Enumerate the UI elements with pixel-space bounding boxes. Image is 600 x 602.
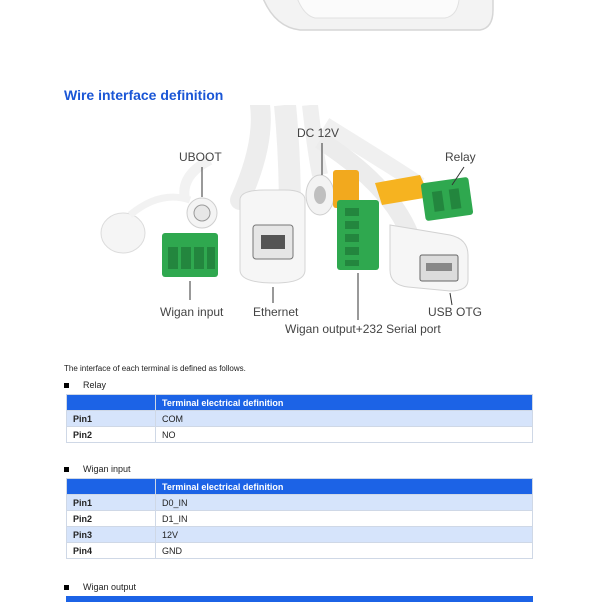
- table-row: Pin2 NO: [67, 427, 533, 443]
- bullet-square-icon: [64, 467, 69, 472]
- relay-terminal: [421, 177, 474, 221]
- intro-text: The interface of each terminal is defined as follows.: [64, 364, 246, 373]
- wigan-input-table: [66, 478, 533, 559]
- table-row: Pin4 GND: [67, 543, 533, 559]
- wigan-output-section-title: Wigan output: [64, 582, 136, 592]
- wigan-input-section-title: Wigan input: [64, 464, 131, 474]
- table-row: Pin3 12V: [67, 527, 533, 543]
- callout-ethernet: Ethernet: [253, 305, 299, 319]
- table-header: Terminal electrical definition: [156, 479, 533, 495]
- callout-dc12v: DC 12V: [297, 126, 340, 140]
- table-row: Pin1 COM: [67, 411, 533, 427]
- table-header: Terminal electrical definition: [156, 395, 533, 411]
- callout-wigan-output-serial: Wigan output+232 Serial port: [285, 322, 441, 336]
- callout-wigan-input: Wigan input: [160, 305, 224, 319]
- relay-table: [66, 394, 533, 443]
- callout-usb-otg: USB OTG: [428, 305, 483, 319]
- table-row: Pin2 D1_IN: [67, 511, 533, 527]
- table-header-empty: [67, 479, 156, 495]
- uboot-cap: [101, 213, 145, 253]
- relay-section-title: Relay: [64, 380, 106, 390]
- table-header-empty: [67, 395, 156, 411]
- section-heading: Wire interface definition: [64, 87, 224, 103]
- callout-relay: Relay: [445, 150, 476, 164]
- device-bottom-edge-image: [245, 0, 495, 34]
- wigan-output-table-header-partial: [66, 596, 533, 602]
- bullet-square-icon: [64, 585, 69, 590]
- callout-uboot: UBOOT: [179, 150, 222, 164]
- table-row: Pin1 D0_IN: [67, 495, 533, 511]
- bullet-square-icon: [64, 383, 69, 388]
